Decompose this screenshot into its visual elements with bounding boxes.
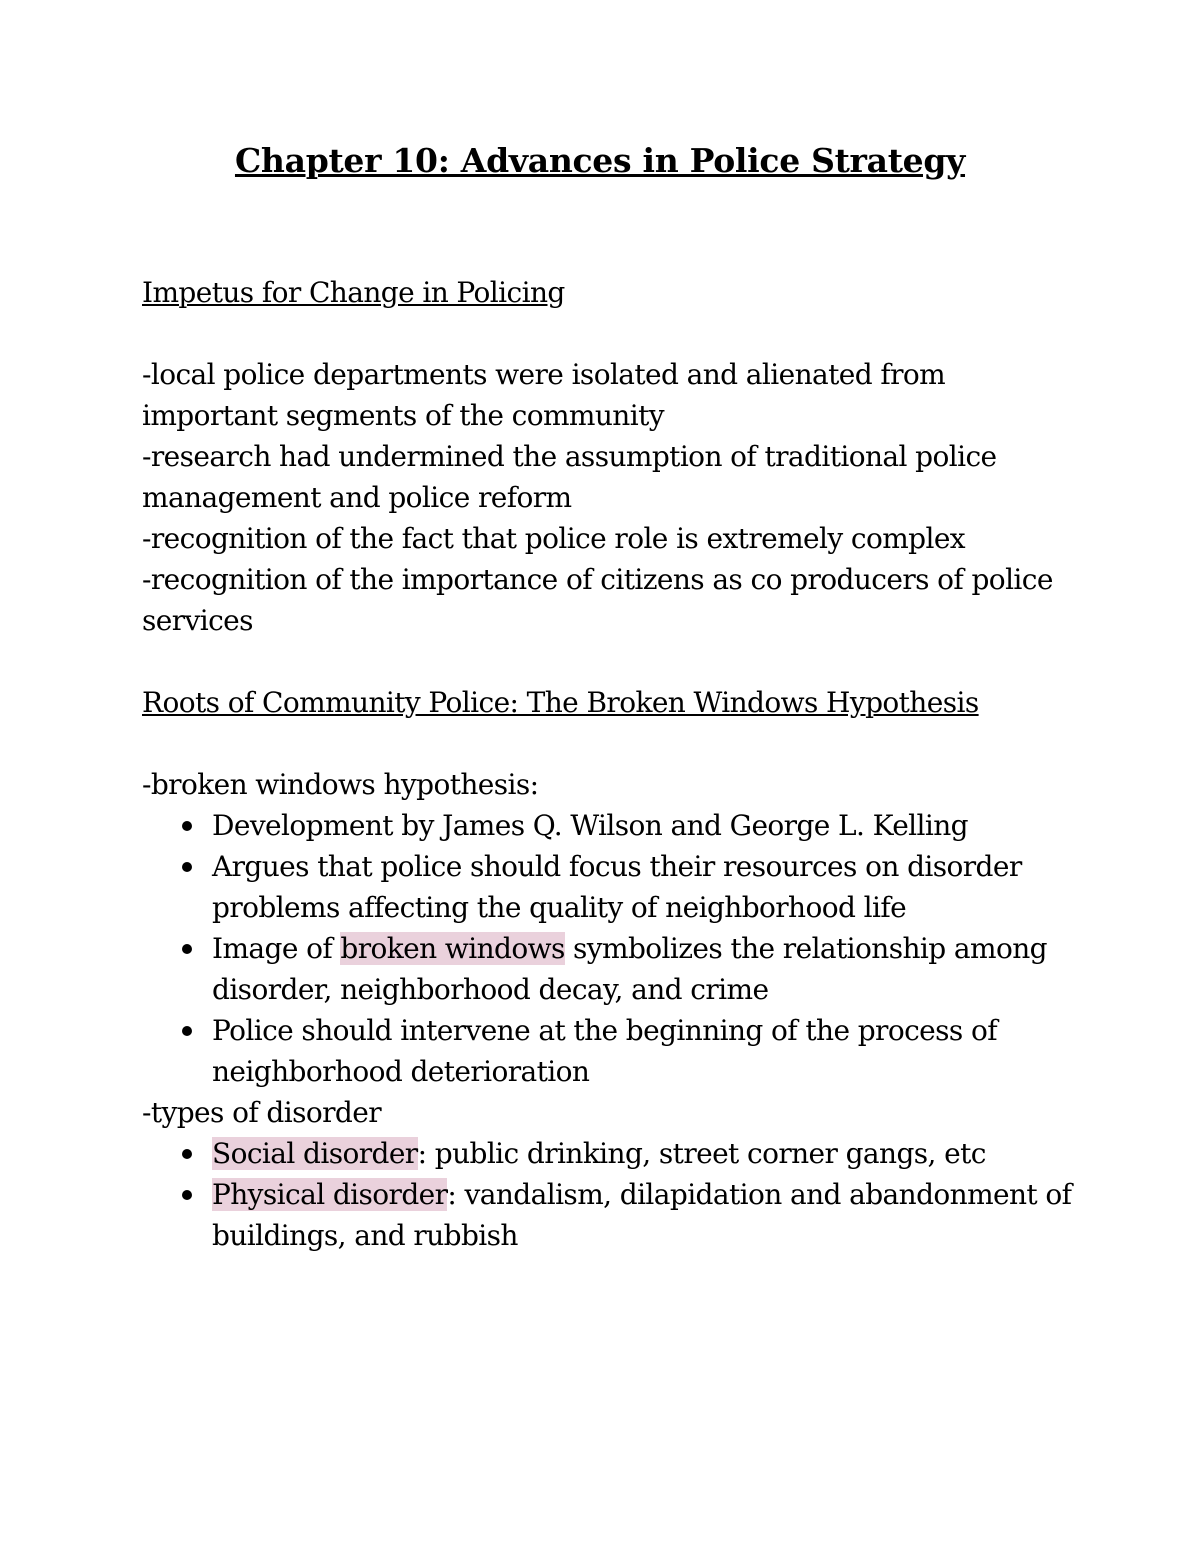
list-item: Development by James Q. Wilson and George L. Kelling	[212, 805, 1082, 846]
list-item-text: Image of	[212, 932, 341, 965]
broken-windows-intro: -broken windows hypothesis:	[142, 768, 539, 801]
list-item-text: symbolizes the relationship among disorder, neighborhood decay, and crime	[212, 932, 1047, 1006]
list-item	[212, 1133, 1082, 1174]
broken-windows-list	[142, 805, 1082, 1092]
spacer	[142, 723, 1082, 764]
list-item-text: : public drinking, street corner gangs, etc	[417, 1137, 986, 1170]
list-item	[212, 928, 1082, 1010]
impetus-line: -recognition of the importance of citizens as co producers of police services	[142, 563, 1053, 637]
disorder-types-intro: -types of disorder	[142, 1096, 381, 1129]
impetus-line: -local police departments were isolated and alienated from important segments of the community	[142, 358, 946, 432]
section-heading-impetus: Impetus for Change in Policing	[142, 276, 565, 309]
list-item: Police should intervene at the beginning of the process of neighborhood deterioration	[212, 1010, 1082, 1092]
section-heading-broken-windows: Roots of Community Police: The Broken Windows Hypothesis	[142, 686, 979, 719]
spacer	[142, 641, 1082, 682]
list-item: Argues that police should focus their resources on disorder problems affecting the quality of neighborhood life	[212, 846, 1082, 928]
list-item-text: : vandalism, dilapidation and abandonment of buildings, and rubbish	[212, 1178, 1072, 1252]
page-title: Chapter 10: Advances in Police Strategy	[234, 141, 966, 180]
impetus-line: -research had undermined the assumption of traditional police management and police reform	[142, 440, 997, 514]
highlighted-term: broken windows	[340, 932, 565, 965]
document-body	[142, 272, 1082, 1256]
disorder-types-list	[142, 1133, 1082, 1256]
list-item	[212, 1174, 1082, 1256]
impetus-line: -recognition of the fact that police role is extremely complex	[142, 522, 965, 555]
highlighted-term: Social disorder	[212, 1137, 418, 1170]
spacer	[142, 313, 1082, 354]
highlighted-term: Physical disorder	[212, 1178, 448, 1211]
